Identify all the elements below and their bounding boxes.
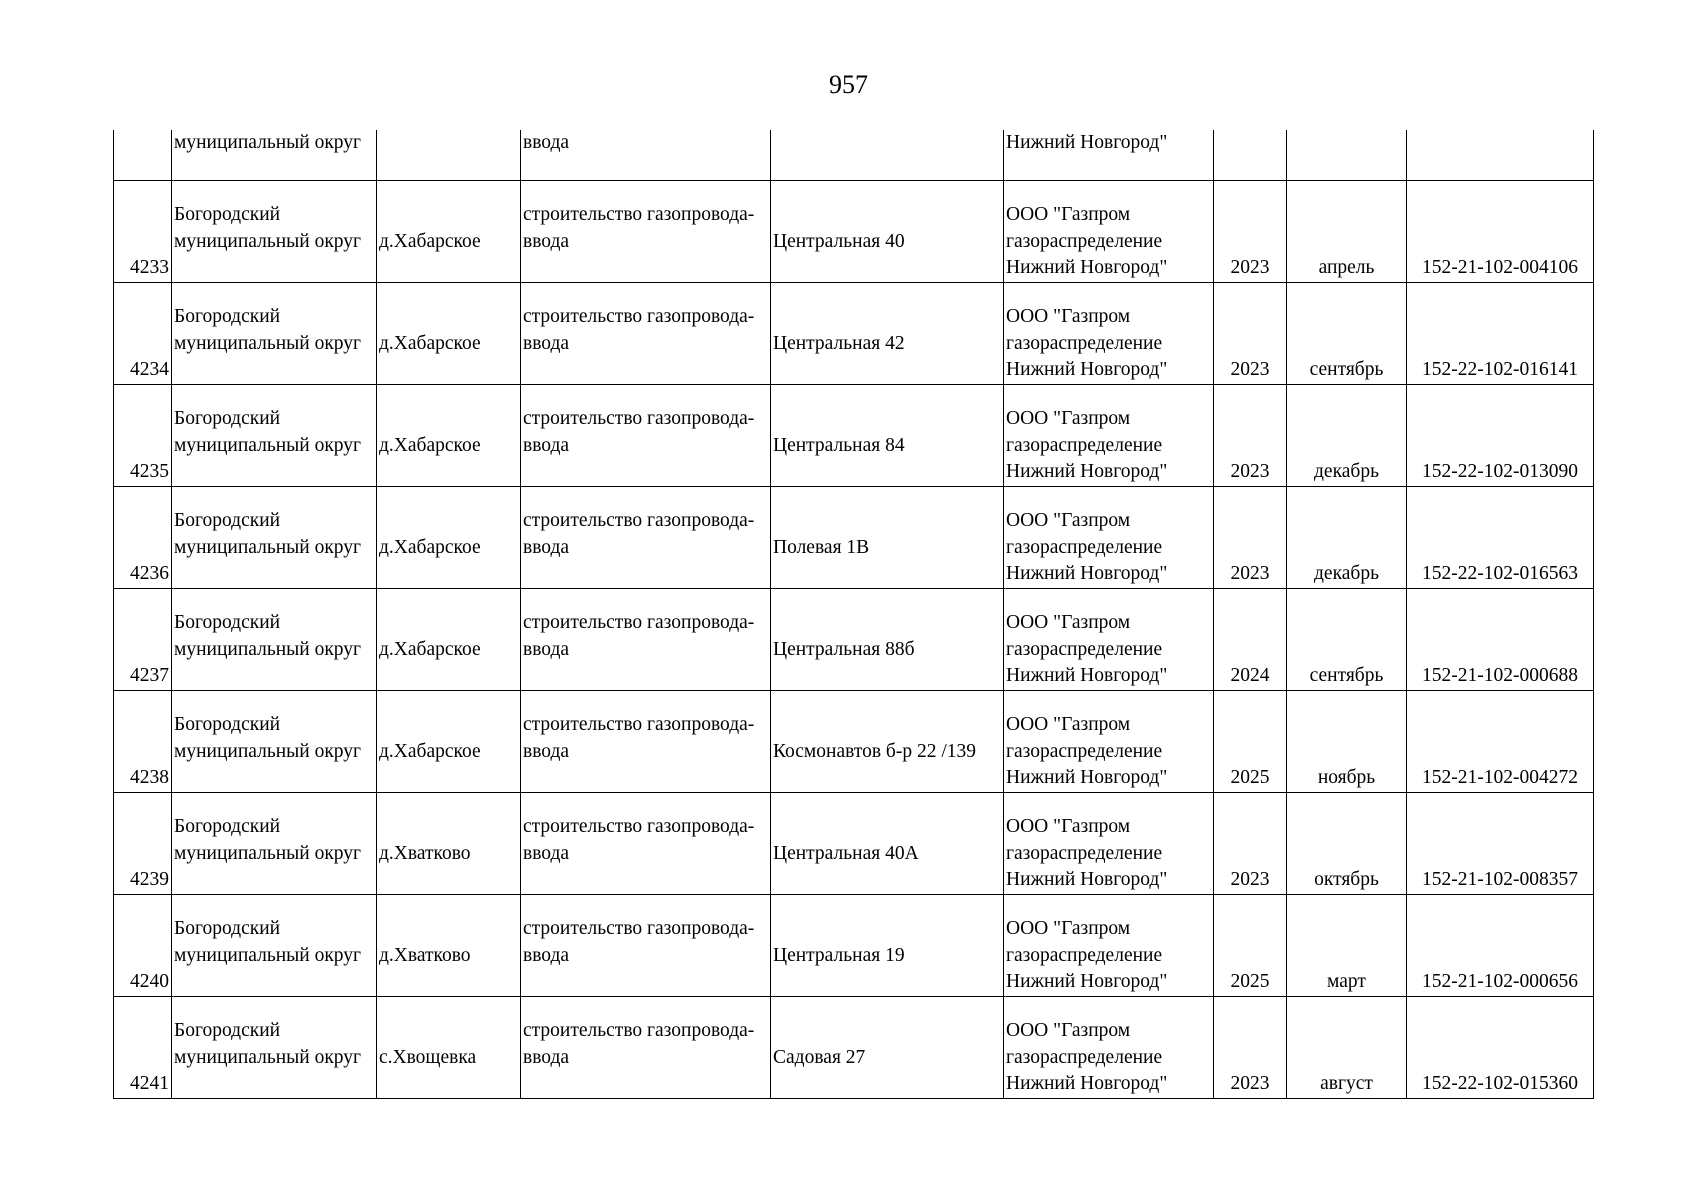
work-line-1: строительство газопровода- xyxy=(523,204,755,225)
cell-work xyxy=(521,588,771,690)
table-row xyxy=(114,996,1594,1098)
cell-month: октябрь xyxy=(1287,792,1407,894)
work-line-1: строительство газопровода- xyxy=(523,408,755,429)
cell-id: 152-21-102-004272 xyxy=(1407,690,1594,792)
settlement: с.Хвощевка xyxy=(379,1046,477,1068)
cell-settlement xyxy=(377,996,521,1098)
work-line-2: ввода xyxy=(523,638,570,660)
work-line-1: строительство газопровода- xyxy=(523,510,755,531)
district-line-2: муниципальный округ xyxy=(174,332,362,354)
cell-year: 2025 xyxy=(1214,690,1287,792)
cell-settlement xyxy=(377,282,521,384)
settlement: д.Хабарское xyxy=(379,332,481,354)
cell-num: 4237 xyxy=(114,588,172,690)
org-line-2: газораспределение xyxy=(1006,536,1163,558)
address: Центральная 19 xyxy=(773,944,905,966)
work-line-2: ввода xyxy=(523,740,570,762)
cell-address xyxy=(771,282,1004,384)
district-line-2: муниципальный округ xyxy=(174,434,362,456)
cell-address xyxy=(771,486,1004,588)
cell-month: декабрь xyxy=(1287,384,1407,486)
cell-address xyxy=(771,792,1004,894)
work-line-2: ввода xyxy=(523,536,570,558)
table-row xyxy=(114,486,1594,588)
org-line-1: ООО "Газпром xyxy=(1006,306,1131,327)
cell-id: 152-21-102-000656 xyxy=(1407,894,1594,996)
address: Центральная 88б xyxy=(773,638,915,660)
cell-month: август xyxy=(1287,996,1407,1098)
work-line-2: ввода xyxy=(523,1046,570,1068)
org-line-3: Нижний Новгород" xyxy=(1006,257,1168,278)
work-line-1: строительство газопровода- xyxy=(523,1020,755,1041)
org-line-2: газораспределение xyxy=(1006,944,1163,966)
cell-settlement xyxy=(377,180,521,282)
table-row xyxy=(114,282,1594,384)
cell-id: 152-22-102-016141 xyxy=(1407,282,1594,384)
org-line-3: Нижний Новгород" xyxy=(1006,1073,1168,1094)
org-line-3: Нижний Новгород" xyxy=(1006,563,1168,584)
org-line-1: ООО "Газпром xyxy=(1006,408,1131,429)
cell-settlement xyxy=(377,486,521,588)
settlement: д.Хабарское xyxy=(379,434,481,456)
cell-year: 2024 xyxy=(1214,588,1287,690)
cell-year: 2023 xyxy=(1214,282,1287,384)
cell-year: 2023 xyxy=(1214,792,1287,894)
cell-num: 4240 xyxy=(114,894,172,996)
cell-year: 2023 xyxy=(1214,384,1287,486)
cell-district xyxy=(172,894,377,996)
cell-settlement xyxy=(377,130,521,180)
cell-id: 152-22-102-016563 xyxy=(1407,486,1594,588)
cell-month: март xyxy=(1287,894,1407,996)
org-line-1: ООО "Газпром xyxy=(1006,714,1131,735)
cell-id: 152-21-102-000688 xyxy=(1407,588,1594,690)
work-line-2: ввода xyxy=(523,944,570,966)
table-row xyxy=(114,588,1594,690)
cell-district xyxy=(172,996,377,1098)
district-line-1: Богородский xyxy=(174,714,281,735)
org-line-3: Нижний Новгород" xyxy=(1006,971,1168,992)
settlement: д.Хабарское xyxy=(379,536,481,558)
cell-org xyxy=(1004,384,1214,486)
address: Космонавтов б-р 22 /139 xyxy=(773,740,977,762)
district-line-1: Богородский xyxy=(174,510,281,531)
cell-org xyxy=(1004,588,1214,690)
cell-district xyxy=(172,180,377,282)
cell-month: сентябрь xyxy=(1287,588,1407,690)
district-line-2: муниципальный округ xyxy=(174,842,362,864)
cell-address xyxy=(771,588,1004,690)
district-line-2: муниципальный округ xyxy=(174,944,362,966)
table-row xyxy=(114,690,1594,792)
cell-district xyxy=(172,486,377,588)
settlement: д.Хватково xyxy=(379,944,471,966)
work-line-1: строительство газопровода- xyxy=(523,918,755,939)
district-line-1: Богородский xyxy=(174,612,281,633)
district-line-2: муниципальный округ xyxy=(174,536,362,558)
work-line-2: ввода xyxy=(523,842,570,864)
district-line-2: муниципальный округ xyxy=(174,638,362,660)
org-line-1: ООО "Газпром xyxy=(1006,918,1131,939)
settlement: д.Хабарское xyxy=(379,638,481,660)
cell-year: 2023 xyxy=(1214,486,1287,588)
address: Центральная 40 xyxy=(773,230,905,252)
org-line-3: Нижний Новгород" xyxy=(1006,665,1168,686)
cell-org xyxy=(1004,894,1214,996)
org-line-1: ООО "Газпром xyxy=(1006,1020,1131,1041)
cell-num: 4238 xyxy=(114,690,172,792)
org-line-1: ООО "Газпром xyxy=(1006,816,1131,837)
table-row xyxy=(114,180,1594,282)
cell-year: 2023 xyxy=(1214,180,1287,282)
cell-district xyxy=(172,282,377,384)
cell-num: 4235 xyxy=(114,384,172,486)
org-line-3: Нижний Новгород" xyxy=(1006,461,1168,482)
district-line-1: Богородский xyxy=(174,1020,281,1041)
cell-work xyxy=(521,792,771,894)
cell-address xyxy=(771,690,1004,792)
cell-org xyxy=(1004,996,1214,1098)
district-line-1: Богородский xyxy=(174,408,281,429)
cell-month: ноябрь xyxy=(1287,690,1407,792)
org-line-2: газораспределение xyxy=(1006,434,1163,456)
work-line-1: строительство газопровода- xyxy=(523,816,755,837)
org-line-2: газораспределение xyxy=(1006,740,1163,762)
cell-settlement xyxy=(377,384,521,486)
cell-id: 152-21-102-008357 xyxy=(1407,792,1594,894)
cell-month: декабрь xyxy=(1287,486,1407,588)
page-number: 957 xyxy=(829,70,868,99)
cell-work xyxy=(521,690,771,792)
cell-num xyxy=(114,130,172,180)
org-line-2: газораспределение xyxy=(1006,1046,1163,1068)
cell-work xyxy=(521,384,771,486)
cell-org xyxy=(1004,180,1214,282)
work-line-2: ввода xyxy=(523,434,570,456)
cell-year xyxy=(1214,130,1287,180)
org-line-2: газораспределение xyxy=(1006,842,1163,864)
org-line-3: Нижний Новгород" xyxy=(1006,869,1168,890)
org-line-3: Нижний Новгород" xyxy=(1006,767,1168,788)
settlement: д.Хватково xyxy=(379,842,471,864)
cell-address xyxy=(771,130,1004,180)
district-line-1: Богородский xyxy=(174,306,281,327)
district-line-2: муниципальный округ xyxy=(174,1046,362,1068)
cell-work xyxy=(521,894,771,996)
cell-work xyxy=(521,486,771,588)
cell-org xyxy=(1004,690,1214,792)
district-line-2: муниципальный округ xyxy=(174,740,362,762)
district-line-2: муниципальный округ xyxy=(174,230,362,252)
cell-org xyxy=(1004,282,1214,384)
cell-id: 152-21-102-004106 xyxy=(1407,180,1594,282)
cell-district xyxy=(172,792,377,894)
cell-year: 2025 xyxy=(1214,894,1287,996)
cell-work xyxy=(521,282,771,384)
address: Полевая 1В xyxy=(773,536,870,558)
cell-org xyxy=(1004,486,1214,588)
org-line-1: ООО "Газпром xyxy=(1006,510,1131,531)
cell-address xyxy=(771,384,1004,486)
cell-num: 4233 xyxy=(114,180,172,282)
cell-work xyxy=(521,996,771,1098)
cell-work: ввода xyxy=(521,130,771,180)
gas-connection-table xyxy=(113,130,1594,1099)
cell-month: сентябрь xyxy=(1287,282,1407,384)
org-line-3: Нижний Новгород" xyxy=(1006,359,1168,380)
cell-settlement xyxy=(377,690,521,792)
cell-work xyxy=(521,180,771,282)
work-line-1: строительство газопровода- xyxy=(523,612,755,633)
table-row xyxy=(114,894,1594,996)
address: Садовая 27 xyxy=(773,1046,866,1068)
org-line-2: газораспределение xyxy=(1006,230,1163,252)
settlement: д.Хабарское xyxy=(379,740,481,762)
cell-district xyxy=(172,690,377,792)
work-line-2: ввода xyxy=(523,230,570,252)
org-line-1: ООО "Газпром xyxy=(1006,204,1131,225)
cell-num: 4241 xyxy=(114,996,172,1098)
org-line-2: газораспределение xyxy=(1006,332,1163,354)
cell-num: 4236 xyxy=(114,486,172,588)
work-line-1: строительство газопровода- xyxy=(523,714,755,735)
org-line-2: газораспределение xyxy=(1006,638,1163,660)
org-line-1: ООО "Газпром xyxy=(1006,612,1131,633)
district-line-1: Богородский xyxy=(174,816,281,837)
cell-settlement xyxy=(377,792,521,894)
district-line-1: Богородский xyxy=(174,918,281,939)
cell-district: муниципальный округ xyxy=(172,130,377,180)
settlement: д.Хабарское xyxy=(379,230,481,252)
cell-month xyxy=(1287,130,1407,180)
cell-id: 152-22-102-015360 xyxy=(1407,996,1594,1098)
address: Центральная 84 xyxy=(773,434,905,456)
table-row xyxy=(114,792,1594,894)
cell-address xyxy=(771,180,1004,282)
cell-month: апрель xyxy=(1287,180,1407,282)
cell-settlement xyxy=(377,894,521,996)
cell-id: 152-22-102-013090 xyxy=(1407,384,1594,486)
district-line-1: Богородский xyxy=(174,204,281,225)
cell-num: 4234 xyxy=(114,282,172,384)
cell-id xyxy=(1407,130,1594,180)
table-body xyxy=(114,130,1594,1098)
table-row-continuation xyxy=(114,130,1594,180)
work-line-1: строительство газопровода- xyxy=(523,306,755,327)
cell-org xyxy=(1004,792,1214,894)
address: Центральная 42 xyxy=(773,332,905,354)
cell-year: 2023 xyxy=(1214,996,1287,1098)
cell-org: Нижний Новгород" xyxy=(1004,130,1214,180)
cell-address xyxy=(771,996,1004,1098)
cell-num: 4239 xyxy=(114,792,172,894)
cell-settlement xyxy=(377,588,521,690)
table-row xyxy=(114,384,1594,486)
cell-district xyxy=(172,588,377,690)
address: Центральная 40А xyxy=(773,842,919,864)
cell-district xyxy=(172,384,377,486)
work-line-2: ввода xyxy=(523,332,570,354)
cell-address xyxy=(771,894,1004,996)
